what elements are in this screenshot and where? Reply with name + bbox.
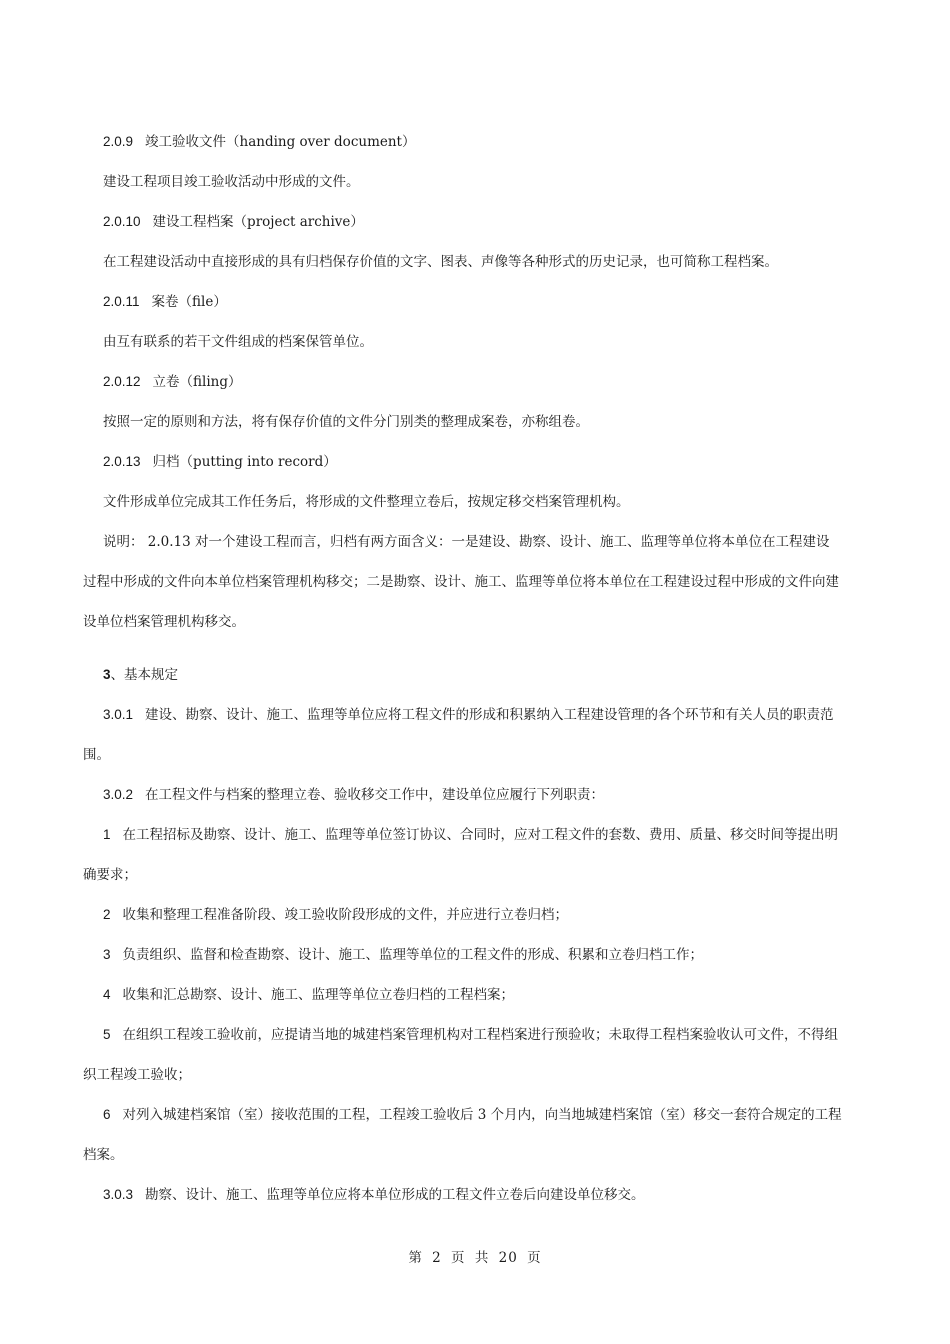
text-line (83, 362, 883, 402)
clause-number: 2.0.12 (103, 374, 141, 389)
clause-text: 围。 (83, 747, 110, 763)
clause-text: 织工程竣工验收； (83, 1067, 191, 1083)
text-line (83, 242, 883, 282)
clause-text: 档案。 (83, 1147, 124, 1163)
clause-text: 竣工验收文件（handing over document） (145, 134, 416, 150)
text-line (83, 855, 883, 895)
clause-text: 建设、勘察、设计、施工、监理等单位应将工程文件的形成和积累纳入工程建设管理的各个环节和有关人员的职责范 (145, 707, 834, 723)
clause-text: 按照一定的原则和方法，将有保存价值的文件分门别类的整理成案卷，亦称组卷。 (103, 414, 589, 430)
section-heading (83, 655, 883, 695)
clause-text: 收集和汇总勘察、设计、施工、监理等单位立卷归档的工程档案； (122, 987, 515, 1003)
clause-number: 3.0.1 (103, 707, 134, 722)
document-body (83, 122, 883, 1215)
section-spacer (83, 642, 883, 655)
text-line (83, 1175, 883, 1215)
clause-text: 立卷（filing） (152, 374, 242, 390)
clause-number: 2.0.11 (103, 294, 140, 309)
clause-text: 勘察、设计、施工、监理等单位应将本单位形成的工程文件立卷后向建设单位移交。 (145, 1187, 645, 1203)
clause-text: 过程中形成的文件向本单位档案管理机构移交；二是勘察、设计、施工、监理等单位将本单位在工程建设过程中形成的文件向建 (83, 574, 839, 590)
clause-text: 建设工程项目竣工验收活动中形成的文件。 (103, 174, 360, 190)
clause-text: 负责组织、监督和检查勘察、设计、施工、监理等单位的工程文件的形成、积累和立卷归档工作； (122, 947, 704, 963)
clause-number: 2.0.10 (103, 214, 141, 229)
clause-text: 对列入城建档案馆（室）接收范围的工程，工程竣工验收后 3 个月内，向当地城建档案馆（室）移交一套符合规定的工程 (122, 1107, 842, 1123)
page-footer: 第 2 页 共 20 页 (408, 1250, 542, 1266)
text-line (83, 1055, 883, 1095)
clause-number: 2 (103, 907, 111, 922)
definitions-section (83, 122, 883, 642)
clause-text: 在工程招标及勘察、设计、施工、监理等单位签订协议、合同时，应对工程文件的套数、费用、质量、移交时间等提出明 (122, 827, 839, 843)
text-line (83, 562, 883, 602)
clause-number: 4 (103, 987, 111, 1002)
text-line (83, 815, 883, 855)
clause-text: 由互有联系的若干文件组成的档案保管单位。 (103, 334, 373, 350)
basic-rules-section (83, 695, 883, 1215)
text-line (83, 1135, 883, 1175)
text-line (83, 775, 883, 815)
text-line (83, 895, 883, 935)
clause-text: 在组织工程竣工验收前，应提请当地的城建档案管理机构对工程档案进行预验收；未取得工程档案验收认可文件，不得组 (122, 1027, 839, 1043)
clause-number: 3 (103, 947, 111, 962)
clause-text: 建设工程档案（project archive） (152, 214, 364, 230)
text-line (83, 935, 883, 975)
clause-number: 2.0.13 (103, 454, 141, 469)
clause-number: 1 (103, 827, 111, 842)
clause-text: 设单位档案管理机构移交。 (83, 614, 245, 630)
clause-text: 归档（putting into record） (152, 454, 337, 470)
clause-text: 在工程建设活动中直接形成的具有归档保存价值的文字、图表、声像等各种形式的历史记录，也可简称工程档案。 (103, 254, 778, 270)
clause-text: 确要求； (83, 867, 137, 883)
section-title: 、基本规定 (110, 667, 179, 683)
text-line (83, 202, 883, 242)
clause-number: 3.0.3 (103, 1187, 134, 1202)
text-line (83, 522, 883, 562)
text-line (83, 695, 883, 735)
text-line (83, 735, 883, 775)
clause-text: 收集和整理工程准备阶段、竣工验收阶段形成的文件，并应进行立卷归档； (122, 907, 569, 923)
text-line (83, 122, 883, 162)
text-line (83, 322, 883, 362)
clause-text: 说明： 2.0.13 对一个建设工程而言，归档有两方面含义：一是建设、勘察、设计、施工、监理等单位将本单位在工程建设 (103, 534, 830, 550)
clause-text: 案卷（file） (151, 294, 227, 310)
text-line (83, 1015, 883, 1055)
text-line (83, 162, 883, 202)
text-line (83, 402, 883, 442)
clause-text: 文件形成单位完成其工作任务后，将形成的文件整理立卷后，按规定移交档案管理机构。 (103, 494, 630, 510)
text-line (83, 1095, 883, 1135)
text-line (83, 282, 883, 322)
clause-number: 2.0.9 (103, 134, 134, 149)
clause-number: 6 (103, 1107, 111, 1122)
clause-text: 在工程文件与档案的整理立卷、验收移交工作中，建设单位应履行下列职责： (145, 787, 605, 803)
text-line (83, 442, 883, 482)
clause-number: 3.0.2 (103, 787, 134, 802)
text-line (83, 482, 883, 522)
text-line (83, 602, 883, 642)
text-line (83, 975, 883, 1015)
clause-number: 5 (103, 1027, 111, 1042)
section-number: 3 (103, 667, 111, 682)
